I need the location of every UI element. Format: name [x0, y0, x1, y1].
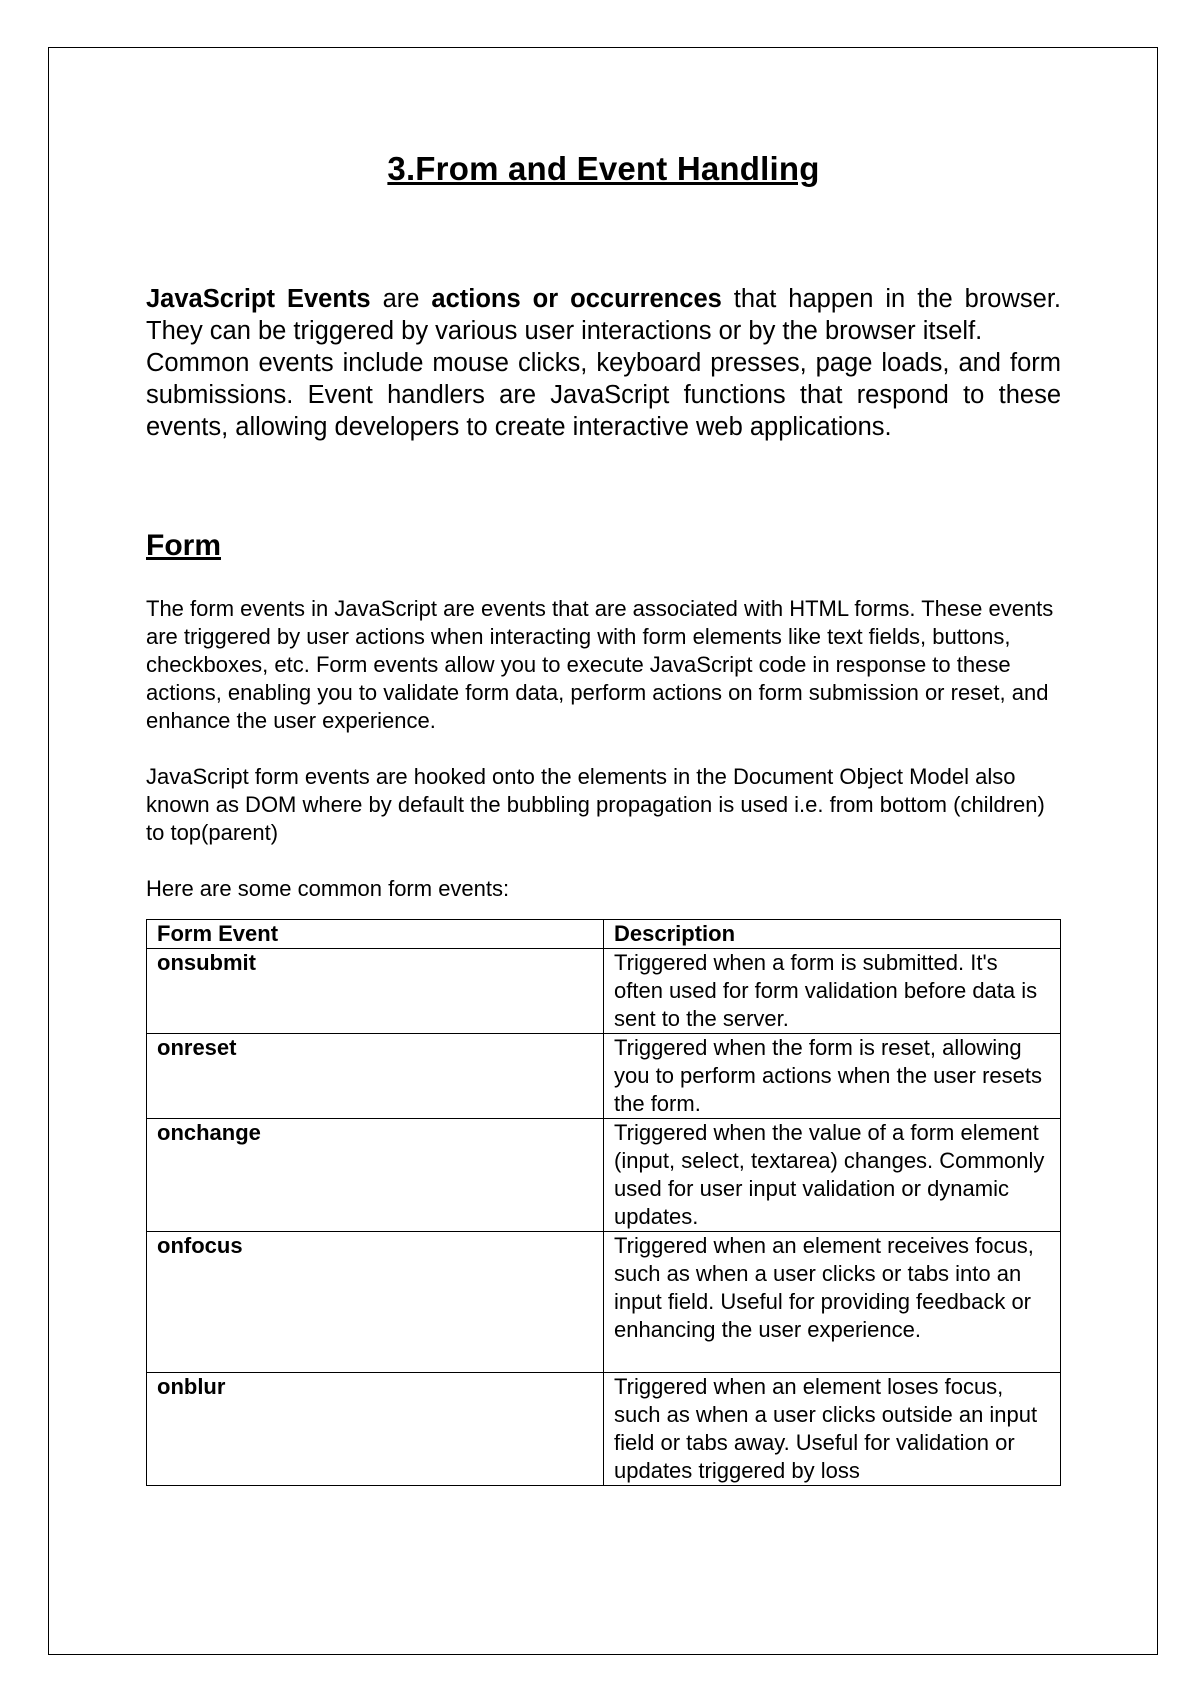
form-heading: Form	[146, 529, 221, 562]
event-description: Triggered when an element receives focus, such as when a user clicks or tabs into an input field. Useful for providing feedback or enhancing the user experience.	[604, 1232, 1061, 1373]
table-row	[147, 1119, 1061, 1232]
table-header-row	[147, 920, 1061, 949]
header-description: Description	[604, 920, 1061, 949]
page-title: 3.From and Event Handling	[387, 150, 820, 187]
event-name: onreset	[147, 1034, 604, 1119]
document-content	[146, 150, 1061, 1486]
form-paragraph-1: The form events in JavaScript are events that are associated with HTML forms. These events are triggered by user actions when interacting with form elements like text fields, buttons, checkboxes, etc. Form events allow you to execute JavaScript code in response to these actions, enabling you to validate form data, perform actions on form submission or reset, and enhance the user experience.	[146, 596, 1054, 733]
table-row	[147, 1034, 1061, 1119]
event-name: onfocus	[147, 1232, 604, 1373]
intro-text-rest: that happen in the browser. They can be triggered by various user interactions or by the browser itself.	[146, 285, 1061, 345]
intro-term-events: JavaScript Events	[146, 285, 371, 313]
table-row	[147, 1232, 1061, 1373]
table-row	[147, 949, 1061, 1034]
intro-text-are: are	[370, 285, 432, 313]
event-description: Triggered when a form is submitted. It's often used for form validation before data is sent to the server.	[604, 949, 1061, 1034]
event-name: onblur	[147, 1373, 604, 1486]
event-description: Triggered when the value of a form element (input, select, textarea) changes. Commonly used for user input validation or dynamic updates.	[604, 1119, 1061, 1232]
intro-term-actions: actions or occurrences	[431, 285, 722, 313]
event-description: Triggered when the form is reset, allowing you to perform actions when the user resets the form.	[604, 1034, 1061, 1119]
event-name: onchange	[147, 1119, 604, 1232]
intro-paragraph-2: Common events include mouse clicks, keyboard presses, page loads, and form submissions. Event handlers are JavaScript functions that respond to these events, allowing developers to create interactive web applications.	[146, 349, 1061, 441]
header-form-event: Form Event	[147, 920, 604, 949]
table-row	[147, 1373, 1061, 1486]
form-events-table	[146, 919, 1061, 1486]
intro-section	[146, 283, 1061, 443]
intro-paragraph-1	[146, 283, 1061, 347]
form-paragraph-3: Here are some common form events:	[146, 876, 510, 901]
event-name: onsubmit	[147, 949, 604, 1034]
form-paragraph-2: JavaScript form events are hooked onto the elements in the Document Object Model also known as DOM where by default the bubbling propagation is used i.e. from bottom (children) to top(parent)	[146, 764, 1045, 845]
event-description: Triggered when an element loses focus, such as when a user clicks outside an input field or tabs away. Useful for validation or updates triggered by loss	[604, 1373, 1061, 1486]
